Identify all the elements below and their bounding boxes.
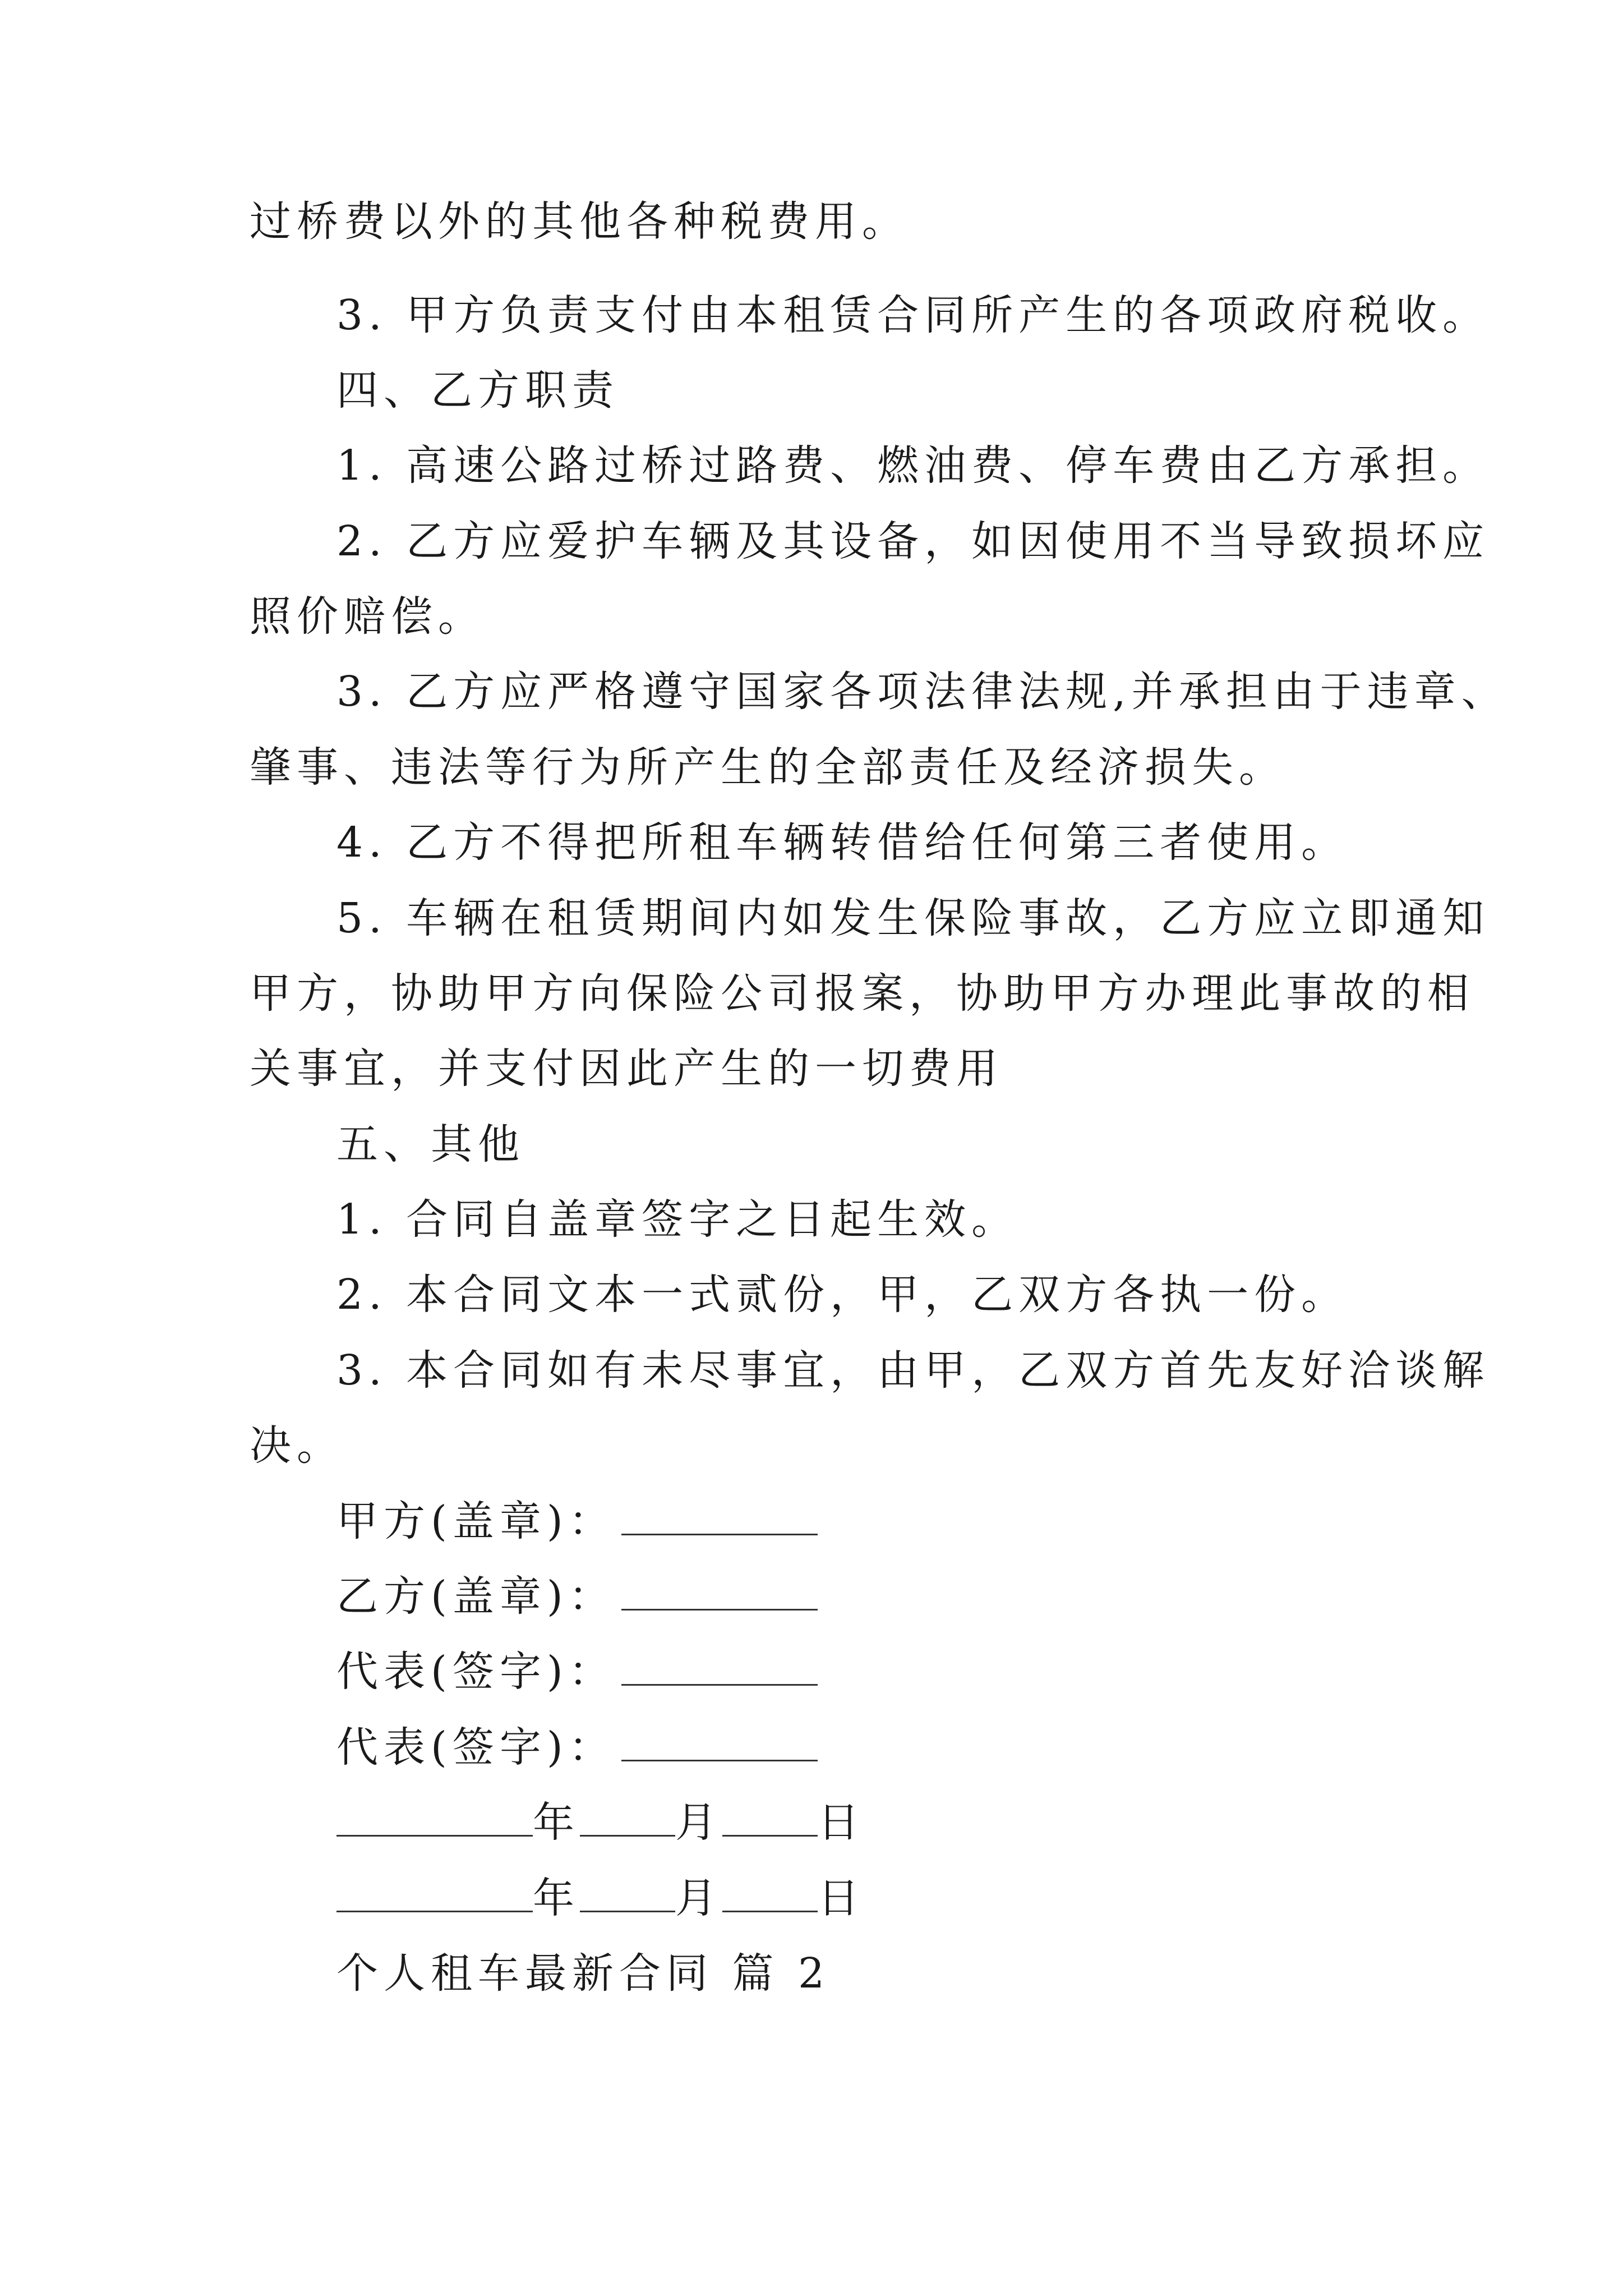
text-line: 甲方，协助甲方向保险公司报案，协助甲方办理此事故的相 — [250, 969, 1474, 1018]
text-line: 5. 车辆在租赁期间内如发生保险事故，乙方应立即通知 — [336, 894, 1490, 942]
text-line: 决。 — [250, 1421, 344, 1470]
signature-label: 乙方(盖章)： — [336, 1572, 616, 1621]
text-line: 肇事、违法等行为所产生的全部责任及经济损失。 — [250, 743, 1286, 792]
year-blank — [336, 1799, 533, 1837]
date-line — [336, 1870, 1481, 1926]
date-line — [336, 1795, 1481, 1851]
month-label: 月 — [675, 1874, 722, 1922]
section-heading: 四、乙方职责 — [336, 366, 619, 415]
text-line: 2. 乙方应爱护车辆及其设备，如因使用不当导致损坏应 — [336, 517, 1490, 565]
signature-label: 代表(签字)： — [336, 1723, 616, 1772]
year-label: 年 — [533, 1798, 580, 1847]
text-line: 3. 本合同如有未尽事宜，由甲，乙双方首先友好洽谈解 — [336, 1346, 1490, 1395]
month-blank — [580, 1799, 675, 1837]
text-line: 3. 乙方应严格遵守国家各项法律法规,并承担由于违章、 — [336, 668, 1509, 716]
text-line: 过桥费以外的其他各种税费用。 — [250, 197, 909, 246]
signature-line — [336, 1568, 1481, 1625]
year-blank — [336, 1875, 533, 1912]
signature-blank — [621, 1573, 818, 1611]
signature-line — [336, 1719, 1481, 1775]
year-label: 年 — [533, 1874, 580, 1922]
text-line: 4. 乙方不得把所租车辆转借给任何第三者使用。 — [336, 818, 1349, 867]
signature-label: 代表(签字)： — [336, 1648, 616, 1696]
month-label: 月 — [675, 1798, 722, 1847]
text-line: 照价赔偿。 — [250, 592, 485, 641]
text-line: 1. 合同自盖章签字之日起生效。 — [336, 1195, 1019, 1244]
text-line: 关事宜，并支付因此产生的一切费用 — [250, 1045, 1003, 1093]
text-line: 3. 甲方负责支付由本租赁合同所产生的各项政府税收。 — [336, 291, 1490, 339]
month-blank — [580, 1875, 675, 1912]
text-line: 2. 本合同文本一式贰份，甲，乙双方各执一份。 — [336, 1271, 1349, 1319]
text-line: 1. 高速公路过桥过路费、燃油费、停车费由乙方承担。 — [336, 441, 1490, 490]
day-blank — [722, 1875, 818, 1912]
signature-blank — [621, 1724, 818, 1761]
signature-line — [336, 1493, 1481, 1549]
signature-label: 甲方(盖章)： — [336, 1497, 616, 1545]
day-blank — [722, 1799, 818, 1837]
day-label: 日 — [818, 1798, 865, 1847]
section-heading: 五、其他 — [336, 1120, 525, 1168]
day-label: 日 — [818, 1874, 865, 1922]
next-section-title: 个人租车最新合同 篇 2 — [336, 1949, 831, 1998]
signature-line — [336, 1644, 1481, 1700]
signature-blank — [621, 1648, 818, 1686]
signature-blank — [621, 1498, 818, 1535]
